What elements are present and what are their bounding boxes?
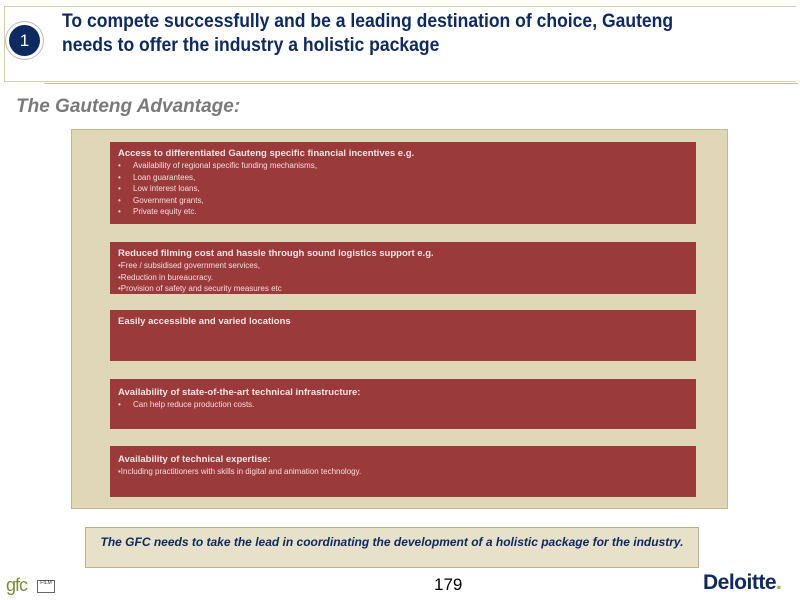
bullet-icon: • xyxy=(118,161,121,170)
list-item: •Free / subsidised government services, xyxy=(118,261,260,270)
page-title xyxy=(62,9,692,57)
block-locations xyxy=(110,310,696,361)
block-financial-incentives xyxy=(110,142,696,224)
page-number: 179 xyxy=(434,575,463,594)
bullet-icon: • xyxy=(118,172,121,182)
gfc-logo xyxy=(6,575,52,597)
block-logistics-support xyxy=(110,242,696,294)
title-line-1: To compete successfully and be a leading destination of choice, Gauteng xyxy=(62,10,674,32)
block-heading: Access to differentiated Gauteng specific financial incentives e.g. xyxy=(118,148,415,159)
bullet-icon: • xyxy=(118,400,121,409)
list-item: •Provision of safety and security measures etc xyxy=(118,284,282,293)
block-heading: Availability of technical expertise: xyxy=(118,454,271,465)
block-technical-infrastructure xyxy=(110,379,696,429)
advantage-panel xyxy=(71,129,728,509)
footer-note: The GFC needs to take the lead in coordinating the development of a holistic package for the industry. xyxy=(85,527,699,568)
gfc-film-mark: FILM xyxy=(37,580,55,593)
list-item: •Reduction in bureaucracy. xyxy=(118,272,214,282)
block-technical-expertise xyxy=(110,446,696,497)
gfc-logo-text: gfc xyxy=(6,575,28,595)
header-divider xyxy=(44,83,798,84)
step-number-badge: 1 xyxy=(9,25,40,56)
title-line-2: needs to offer the industry a holistic package xyxy=(62,34,440,56)
bullet-icon: • xyxy=(118,184,121,193)
list-item: • Government grants, xyxy=(118,195,204,205)
list-item: • Private equity etc. xyxy=(118,207,197,216)
list-item: •Including practitioners with skills in digital and animation technology. xyxy=(118,467,362,476)
bullet-icon: • xyxy=(118,207,121,216)
block-heading: Availability of state-of-the-art technical infrastructure: xyxy=(118,387,361,398)
section-subtitle: The Gauteng Advantage: xyxy=(16,96,241,117)
list-item: • Low interest loans, xyxy=(118,184,200,193)
block-heading: Reduced filming cost and hassle through sound logistics support e.g. xyxy=(118,248,434,259)
list-item: • Can help reduce production costs. xyxy=(118,400,255,409)
block-heading: Easily accessible and varied locations xyxy=(118,316,291,327)
deloitte-logo xyxy=(703,571,781,595)
list-item: • Availability of regional specific funding mechanisms, xyxy=(118,161,317,170)
deloitte-logo-text: Deloitte xyxy=(703,571,777,594)
list-item: • Loan guarantees, xyxy=(118,172,196,182)
deloitte-logo-dot: . xyxy=(776,571,782,594)
bullet-icon: • xyxy=(118,195,121,205)
